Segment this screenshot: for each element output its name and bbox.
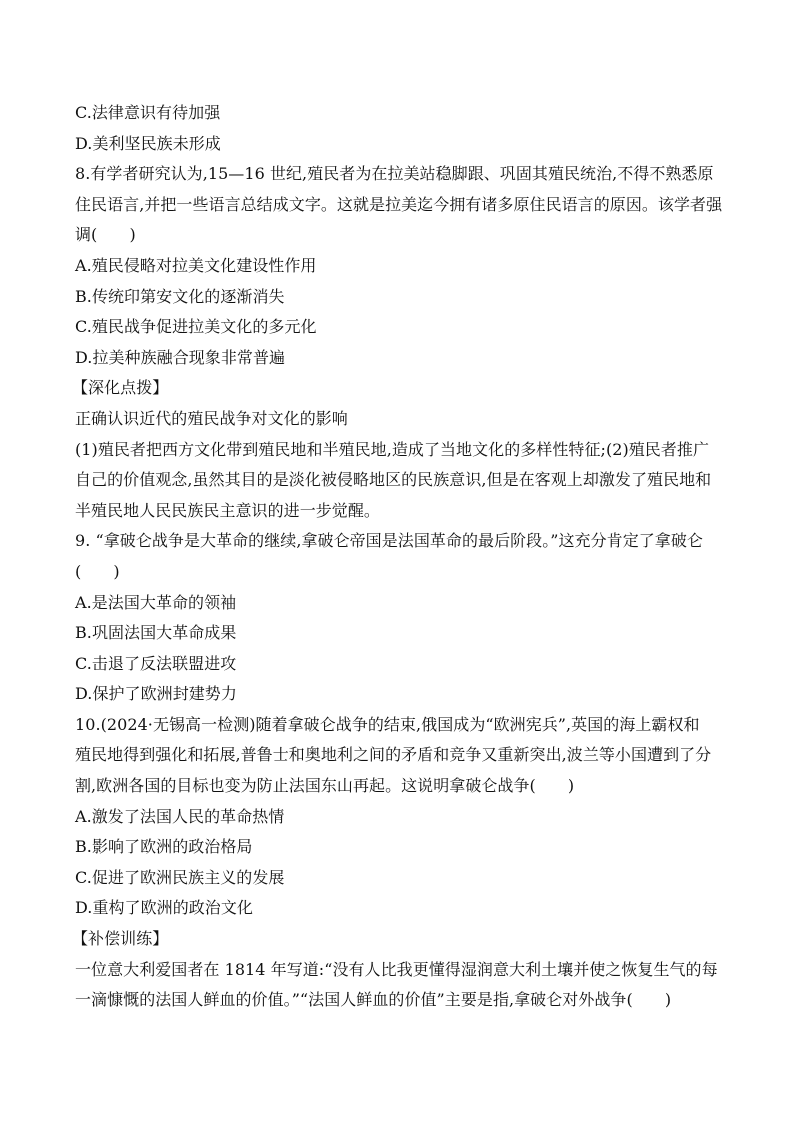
q8-option-c: C.殖民战争促进拉美文化的多元化: [75, 317, 317, 337]
compensation-line-2: 一滴慷慨的法国人鲜血的价值。”“法国人鲜血的价值”主要是指,拿破仑对外战争( ): [75, 990, 672, 1010]
q8-stem-line-1: 8.有学者研究认为,15—16 世纪,殖民者为在拉美站稳脚跟、巩固其殖民统治,不得不熟悉原: [75, 164, 714, 184]
q7-option-d: D.美利坚民族未形成: [75, 133, 221, 153]
deepening-line-3: 半殖民地人民民族民主意识的进一步觉醒。: [75, 500, 380, 520]
q9-option-b: B.巩固法国大革命成果: [75, 623, 237, 643]
q7-option-c: C.法律意识有待加强: [75, 103, 221, 122]
deepening-title: 正确认识近代的殖民战争对文化的影响: [75, 408, 348, 428]
question-9: [75, 526, 724, 710]
q10-stem-line-1: 10.(2024·无锡高一检测)随着拿破仑战争的结束,俄国成为“欧洲宪兵”,英国的海上霸权和: [75, 714, 700, 734]
q10-stem-line-2: 殖民地得到强化和拓展,普鲁士和奥地利之间的矛盾和竞争又重新突出,波兰等小国遭到了分: [75, 745, 712, 765]
q10-option-d: D.重构了欧洲的政治文化: [75, 898, 253, 918]
question-8: [75, 159, 724, 373]
deepening-line-1: (1)殖民者把西方文化带到殖民地和半殖民地,造成了当地文化的多样性特征;(2)殖民者推广: [75, 439, 710, 459]
question-10: [75, 710, 724, 924]
q9-option-a: A.是法国大革命的领袖: [75, 592, 237, 612]
q10-stem-line-3: 割,欧洲各国的目标也变为防止法国东山再起。这说明拿破仑战争( ): [75, 776, 575, 796]
q10-option-b: B.影响了欧洲的政治格局: [75, 837, 253, 857]
compensation-section: [72, 924, 724, 1016]
compensation-line-1: 一位意大利爱国者在 1814 年写道:“没有人比我更懂得湿润意大利土壤并使之恢复生气的每: [75, 959, 718, 979]
q8-stem-line-2: 住民语言,并把一些语言总结成文字。这就是拉美迄今拥有诸多原住民语言的原因。该学者强: [75, 194, 723, 214]
deepening-heading: 【深化点拨】: [72, 378, 169, 398]
q10-option-a: A.激发了法国人民的革命热情: [75, 806, 285, 826]
q9-option-d: D.保护了欧洲封建势力: [75, 684, 237, 704]
q9-option-c: C.击退了反法联盟进攻: [75, 653, 237, 673]
q8-option-b: B.传统印第安文化的逐渐消失: [75, 286, 285, 306]
q9-stem-line-1: 9. “拿破仑战争是大革命的继续,拿破仑帝国是法国革命的最后阶段。”这充分肯定了拿破仑: [75, 531, 703, 551]
q9-stem-line-2: ( ): [75, 561, 120, 581]
q8-option-d: D.拉美种族融合现象非常普遍: [75, 347, 286, 367]
q10-option-c: C.促进了欧洲民族主义的发展: [75, 867, 285, 887]
q8-option-a: A.殖民侵略对拉美文化建设性作用: [75, 255, 317, 275]
q8-stem-line-3: 调( ): [75, 225, 136, 245]
deepening-line-2: 自己的价值观念,虽然其目的是淡化被侵略地区的民族意识,但是在客观上却激发了殖民地和: [75, 470, 712, 490]
compensation-heading: 【补偿训练】: [72, 929, 169, 949]
deepening-section: [72, 373, 724, 526]
